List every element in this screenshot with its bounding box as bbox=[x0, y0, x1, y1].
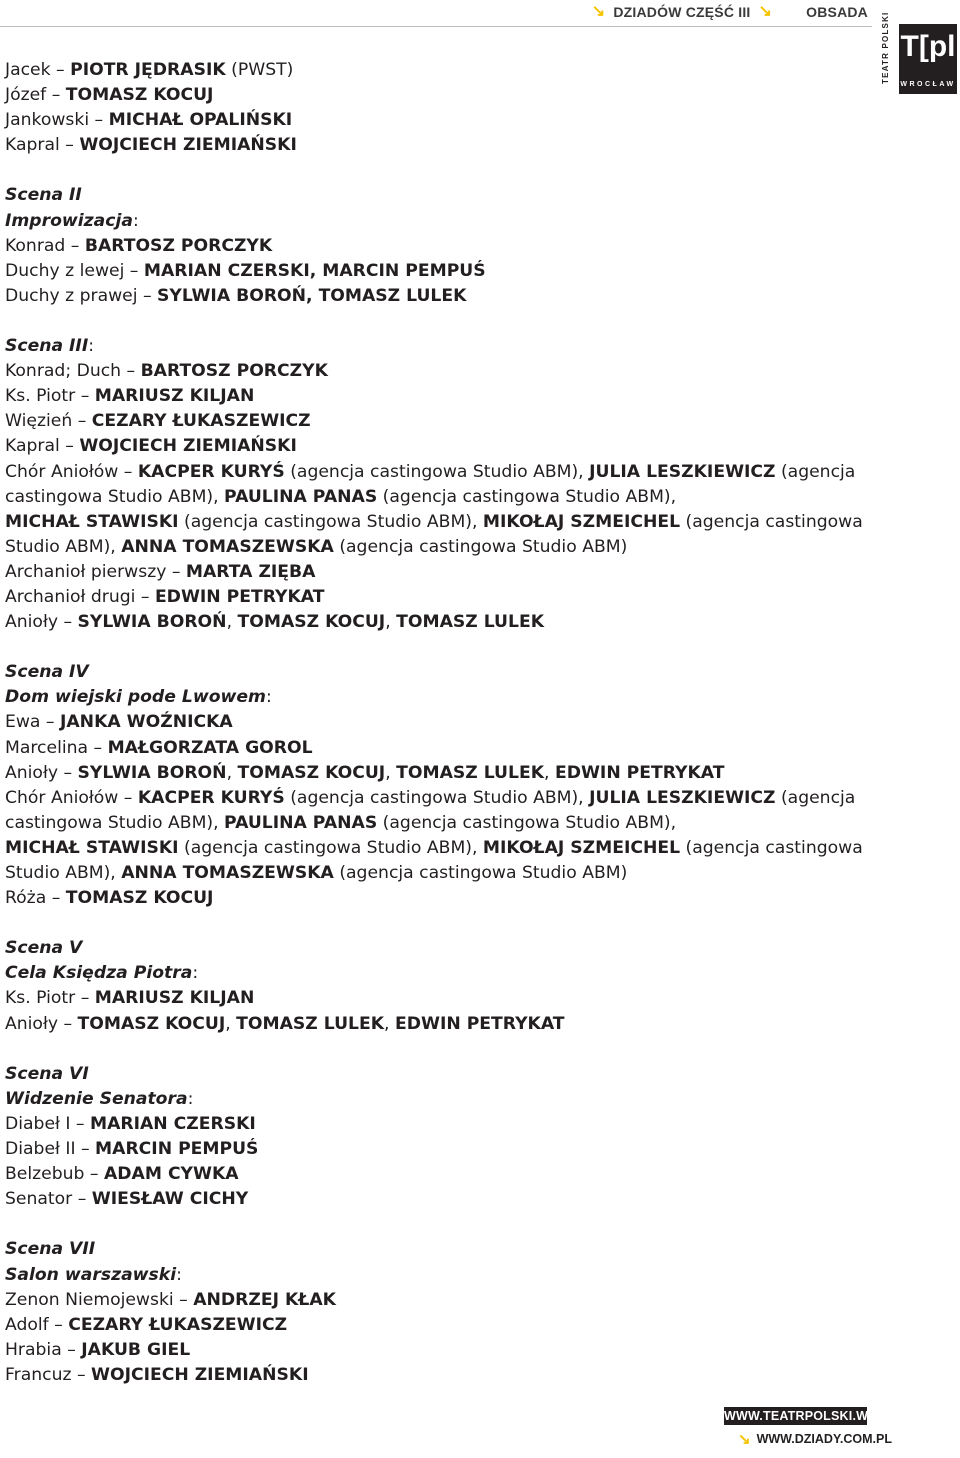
scene-heading: Salon warszawski bbox=[5, 1264, 177, 1285]
role-text: , bbox=[226, 762, 238, 783]
actor-name: MARCIN PEMPUŚ bbox=[95, 1139, 259, 1160]
cast-line bbox=[5, 986, 885, 1011]
cast-line bbox=[5, 610, 885, 635]
actor-name: WOJCIECH ZIEMIAŃSKI bbox=[79, 436, 297, 457]
cast-line bbox=[5, 359, 885, 384]
scene-heading: Scena V bbox=[5, 938, 83, 959]
cast-line bbox=[5, 560, 885, 585]
role-text: , bbox=[226, 612, 238, 633]
role-text: , bbox=[385, 612, 397, 633]
arrow-down-right-icon: ↘ bbox=[758, 3, 773, 20]
header-title-link[interactable]: DZIADÓW CZĘŚĆ III bbox=[613, 4, 751, 20]
actor-name: JAKUB GIEL bbox=[81, 1339, 191, 1360]
footer-link-teatrpolski[interactable]: WWW.TEATRPOLSKI.WROC.PL bbox=[724, 1409, 917, 1423]
cast-line bbox=[5, 434, 885, 459]
role-text: Studio ABM), bbox=[5, 863, 122, 883]
header-divider bbox=[0, 26, 872, 27]
actor-name: KACPER KURYŚ bbox=[137, 461, 285, 482]
actor-name: MARIAN CZERSKI bbox=[89, 1113, 256, 1134]
actor-name: TOMASZ KOCUJ bbox=[65, 888, 214, 909]
role-text: : bbox=[187, 1088, 194, 1109]
cast-line bbox=[5, 1313, 885, 1338]
actor-name: MICHAŁ STAWISKI bbox=[5, 837, 179, 858]
scene-heading: Cela Księdza Piotra bbox=[5, 963, 193, 984]
section-spacer bbox=[5, 1037, 885, 1062]
actor-name: TOMASZ LULEK bbox=[236, 1013, 385, 1034]
role-text: , bbox=[384, 1013, 395, 1034]
cast-line bbox=[5, 836, 885, 861]
actor-name: TOMASZ KOCUJ bbox=[237, 612, 386, 633]
cast-line bbox=[5, 409, 885, 434]
scene-heading: Scena VI bbox=[5, 1063, 89, 1084]
role-text: (agencja castingowa Studio ABM) bbox=[333, 536, 628, 557]
actor-name: EDWIN PETRYKAT bbox=[394, 1013, 565, 1034]
role-text: : bbox=[176, 1264, 182, 1285]
role-text: Konrad – bbox=[5, 235, 85, 256]
cast-line bbox=[5, 1062, 885, 1087]
role-text: Archanioł drugi – bbox=[5, 586, 155, 607]
actor-name: TOMASZ KOCUJ bbox=[237, 762, 386, 783]
actor-name: MIKOŁAJ SZMEICHEL bbox=[482, 511, 681, 532]
actor-name: MICHAŁ STAWISKI bbox=[5, 511, 179, 532]
role-text: : bbox=[265, 687, 272, 708]
cast-line bbox=[5, 460, 885, 485]
scene-heading: Dom wiejski pode Lwowem bbox=[5, 687, 266, 708]
actor-name: MARIAN CZERSKI, MARCIN PEMPUŚ bbox=[143, 260, 486, 281]
cast-line bbox=[5, 133, 885, 158]
actor-name: ANNA TOMASZEWSKA bbox=[121, 536, 334, 557]
actor-name: PAULINA PANAS bbox=[224, 812, 378, 833]
cast-line bbox=[5, 1338, 885, 1363]
cast-line bbox=[5, 1288, 885, 1313]
cast-line bbox=[5, 83, 885, 108]
header-section-link[interactable]: OBSADA bbox=[806, 4, 868, 20]
cast-line bbox=[5, 761, 885, 786]
actor-name: MICHAŁ OPALIŃSKI bbox=[108, 110, 293, 131]
role-text: Kapral – bbox=[5, 436, 80, 457]
role-text: , bbox=[225, 1013, 237, 1034]
role-text: (agencja castingowa bbox=[680, 511, 863, 532]
arrow-down-right-icon: ↘ bbox=[591, 3, 606, 20]
role-text: Duchy z prawej – bbox=[5, 285, 158, 306]
scene-heading: Scena IV bbox=[5, 662, 89, 683]
cast-line bbox=[5, 961, 885, 986]
cast-line bbox=[5, 1087, 885, 1112]
role-text: Ks. Piotr – bbox=[5, 988, 95, 1009]
logo-box bbox=[899, 24, 957, 94]
actor-name: JULIA LESZKIEWICZ bbox=[589, 787, 776, 808]
role-text: Józef – bbox=[5, 85, 66, 106]
role-text: : bbox=[192, 963, 199, 984]
role-text: Adolf – bbox=[5, 1314, 69, 1335]
role-text: Diabeł I – bbox=[5, 1113, 90, 1134]
actor-name: TOMASZ LULEK bbox=[396, 762, 545, 783]
actor-name: KACPER KURYŚ bbox=[137, 787, 285, 808]
role-text: Senator – bbox=[5, 1189, 92, 1210]
actor-name: MARTA ZIĘBA bbox=[185, 561, 316, 582]
role-text: Anioły – bbox=[5, 1013, 78, 1034]
footer-link-dziady[interactable]: WWW.DZIADY.COM.PL bbox=[756, 1432, 892, 1446]
actor-name: JULIA LESZKIEWICZ bbox=[589, 461, 776, 482]
actor-name: PAULINA PANAS bbox=[224, 486, 378, 507]
role-text: Diabeł II – bbox=[5, 1139, 96, 1160]
role-text: Chór Aniołów – bbox=[5, 787, 138, 808]
cast-line bbox=[5, 510, 885, 535]
section-spacer bbox=[5, 635, 885, 660]
cast-line bbox=[5, 861, 885, 886]
cast-line bbox=[5, 585, 885, 610]
role-text: (PWST) bbox=[225, 60, 294, 80]
role-text: Marcelina – bbox=[5, 737, 108, 758]
cast-line bbox=[5, 485, 885, 510]
role-text: : bbox=[132, 210, 139, 231]
role-text: (agencja castingowa Studio ABM), bbox=[178, 837, 483, 858]
role-text: Zenon Niemojewski – bbox=[5, 1289, 194, 1310]
cast-line bbox=[5, 736, 885, 761]
actor-name: WOJCIECH ZIEMIAŃSKI bbox=[79, 135, 297, 156]
cast-line bbox=[5, 108, 885, 133]
actor-name: EDWIN PETRYKAT bbox=[554, 762, 725, 783]
role-text: Francuz – bbox=[5, 1364, 92, 1385]
actor-name: BARTOSZ PORCZYK bbox=[140, 361, 328, 382]
role-text: Belzebub – bbox=[5, 1164, 104, 1185]
role-text: Ks. Piotr – bbox=[5, 386, 95, 407]
actor-name: TOMASZ LULEK bbox=[396, 612, 545, 633]
scene-heading: Scena VII bbox=[5, 1239, 96, 1260]
cast-line bbox=[5, 259, 885, 284]
cast-line bbox=[5, 1162, 885, 1187]
actor-name: SYLWIA BOROŃ, TOMASZ LULEK bbox=[157, 285, 467, 306]
scene-heading: Scena II bbox=[5, 185, 82, 206]
cast-line bbox=[5, 183, 885, 208]
actor-name: ANDRZEJ KŁAK bbox=[193, 1289, 336, 1310]
role-text: (agencja castingowa Studio ABM) bbox=[333, 863, 628, 883]
section-spacer bbox=[5, 911, 885, 936]
header-nav bbox=[584, 3, 868, 21]
cast-line bbox=[5, 58, 885, 83]
section-spacer bbox=[5, 1212, 885, 1237]
cast-line bbox=[5, 1112, 885, 1137]
role-text: castingowa Studio ABM), bbox=[5, 486, 225, 507]
role-text: Więzień – bbox=[5, 411, 92, 432]
logo-vertical-text: TEATR POLSKI bbox=[881, 11, 890, 84]
cast-line bbox=[5, 660, 885, 685]
role-text: Anioły – bbox=[5, 612, 78, 633]
actor-name: BARTOSZ PORCZYK bbox=[84, 235, 273, 256]
role-text: Hrabia – bbox=[5, 1339, 82, 1360]
teatr-polski-logo[interactable] bbox=[879, 11, 959, 94]
actor-name: CEZARY ŁUKASZEWICZ bbox=[68, 1314, 288, 1335]
role-text: (agencja castingowa bbox=[680, 837, 863, 858]
role-text: Anioły – bbox=[5, 762, 78, 783]
role-text: (agencja castingowa Studio ABM), bbox=[284, 461, 590, 482]
cast-line bbox=[5, 786, 885, 811]
role-text: Chór Aniołów – bbox=[5, 461, 138, 482]
actor-name: SYLWIA BOROŃ bbox=[77, 612, 227, 633]
scene-heading: Improwizacja bbox=[5, 210, 133, 231]
role-text: Studio ABM), bbox=[5, 536, 122, 557]
cast-line bbox=[5, 1263, 885, 1288]
role-text: (agencja bbox=[775, 787, 856, 808]
cast-line bbox=[5, 1237, 885, 1262]
role-text: Kapral – bbox=[5, 135, 80, 156]
actor-name: MARIUSZ KILJAN bbox=[94, 988, 255, 1009]
footer-link-dziady-row bbox=[738, 1430, 892, 1448]
actor-name: MARIUSZ KILJAN bbox=[94, 386, 255, 407]
actor-name: JANKA WOŹNICKA bbox=[59, 712, 233, 733]
actor-name: WIESŁAW CICHY bbox=[91, 1189, 249, 1210]
role-text: (agencja bbox=[775, 461, 856, 482]
role-text: , bbox=[544, 762, 555, 783]
section-spacer bbox=[5, 158, 885, 183]
actor-name: TOMASZ KOCUJ bbox=[65, 85, 214, 106]
role-text: (agencja castingowa Studio ABM), bbox=[377, 486, 677, 507]
cast-line bbox=[5, 535, 885, 560]
cast-line bbox=[5, 1187, 885, 1212]
actor-name: CEZARY ŁUKASZEWICZ bbox=[91, 411, 311, 432]
cast-list bbox=[5, 58, 885, 1388]
cast-line bbox=[5, 334, 885, 359]
role-text: : bbox=[88, 336, 95, 357]
role-text: Konrad; Duch – bbox=[5, 361, 141, 382]
role-text: Ewa – bbox=[5, 712, 60, 733]
actor-name: TOMASZ KOCUJ bbox=[77, 1013, 226, 1034]
cast-line bbox=[5, 936, 885, 961]
role-text: (agencja castingowa Studio ABM), bbox=[178, 511, 483, 532]
cast-line bbox=[5, 234, 885, 259]
actor-name: EDWIN PETRYKAT bbox=[154, 586, 325, 607]
cast-line bbox=[5, 1363, 885, 1388]
logo-mark: T[pl bbox=[900, 30, 956, 63]
role-text: (agencja castingowa Studio ABM), bbox=[284, 787, 590, 808]
section-spacer bbox=[5, 309, 885, 334]
actor-name: MIKOŁAJ SZMEICHEL bbox=[482, 837, 681, 858]
role-text: Archanioł pierwszy – bbox=[5, 561, 186, 582]
role-text: (agencja castingowa Studio ABM), bbox=[377, 812, 677, 833]
role-text: Jacek – bbox=[5, 60, 71, 80]
cast-line bbox=[5, 886, 885, 911]
logo-city: WROCŁAW bbox=[900, 81, 956, 88]
role-text: Jankowski – bbox=[5, 110, 109, 131]
scene-heading: Widzenie Senatora bbox=[5, 1088, 188, 1109]
role-text: Róża – bbox=[5, 888, 66, 909]
role-text: Duchy z lewej – bbox=[5, 260, 144, 281]
actor-name: SYLWIA BOROŃ bbox=[77, 762, 227, 783]
actor-name: ANNA TOMASZEWSKA bbox=[121, 863, 334, 883]
role-text: castingowa Studio ABM), bbox=[5, 812, 225, 833]
scene-heading: Scena III bbox=[5, 336, 89, 357]
cast-line bbox=[5, 710, 885, 735]
cast-line bbox=[5, 384, 885, 409]
actor-name: PIOTR JĘDRASIK bbox=[70, 60, 226, 80]
arrow-down-right-icon: ↘ bbox=[738, 1430, 751, 1448]
cast-line bbox=[5, 685, 885, 710]
cast-line bbox=[5, 811, 885, 836]
cast-line bbox=[5, 1012, 885, 1037]
role-text: , bbox=[385, 762, 397, 783]
cast-line bbox=[5, 209, 885, 234]
actor-name: ADAM CYWKA bbox=[103, 1164, 239, 1185]
cast-line bbox=[5, 1137, 885, 1162]
actor-name: WOJCIECH ZIEMIAŃSKI bbox=[91, 1364, 309, 1385]
actor-name: MAŁGORZATA GOROL bbox=[107, 737, 313, 758]
cast-line bbox=[5, 284, 885, 309]
